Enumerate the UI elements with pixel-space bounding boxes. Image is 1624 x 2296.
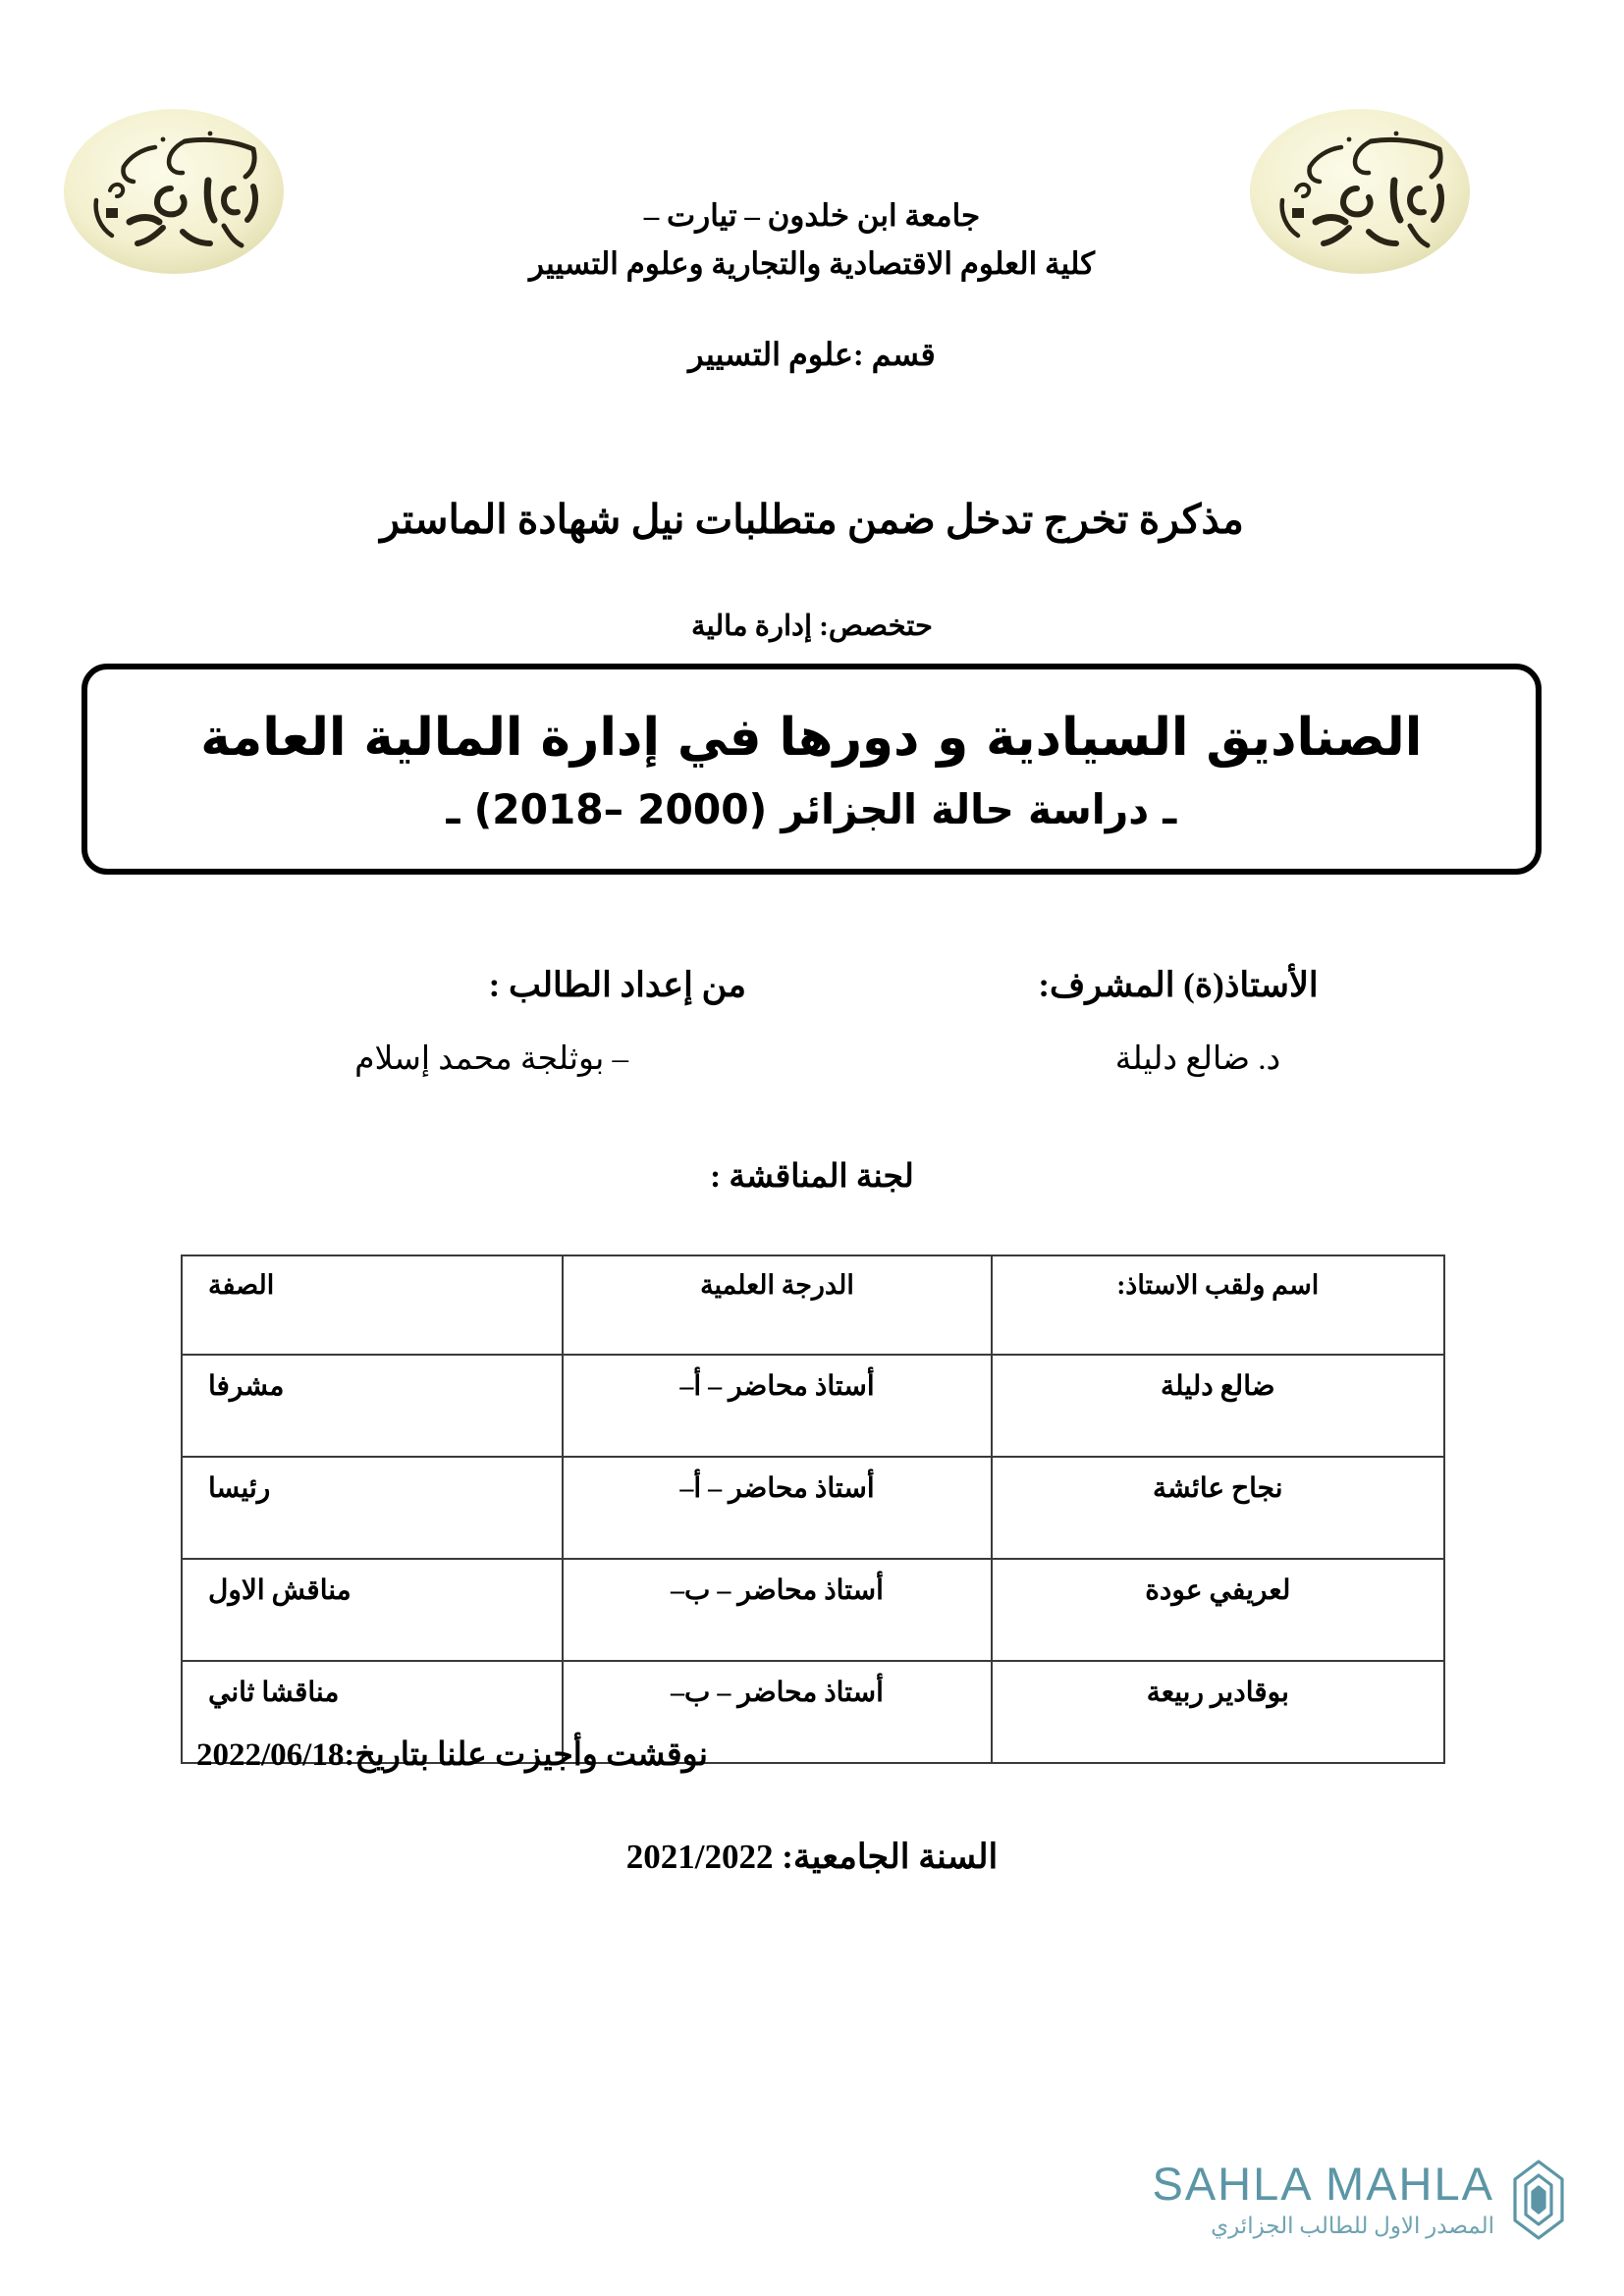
thesis-title-box [81, 664, 1542, 875]
header-academic-grade: الدرجة العلمية [563, 1255, 991, 1355]
table-header-row [182, 1255, 1444, 1355]
cell-professor-name: نجاح عائشة [992, 1457, 1444, 1559]
specialty-line: حتخصص: إدارة مالية [691, 611, 933, 642]
cell-capacity: رئيسا [182, 1457, 563, 1559]
memoire-statement: مذكرة تخرج تدخل ضمن متطلبات نيل شهادة الماستر [380, 497, 1244, 542]
jury-table [181, 1255, 1445, 1764]
sahla-mahla-logo-icon [1508, 2158, 1569, 2242]
cell-professor-name: لعريفي عودة [992, 1559, 1444, 1661]
watermark-subtitle: المصدر الاول للطالب الجزائري [1211, 2214, 1494, 2238]
cell-academic-grade: أستاذ محاضر – أ– [563, 1457, 991, 1559]
student-name: – بوثلجة محمد إسلام [354, 1041, 628, 1077]
cell-academic-grade: أستاذ محاضر – ب– [563, 1559, 991, 1661]
cell-capacity: مناقش الاول [182, 1559, 563, 1661]
student-block [118, 967, 746, 1078]
committee-label: لجنة المناقشة : [710, 1159, 914, 1195]
student-label: من إعداد الطالب : [488, 966, 746, 1004]
table-row [182, 1457, 1444, 1559]
header-professor-name: اسم ولقب الاستاذ: [992, 1255, 1444, 1355]
watermark-title: SAHLA MAHLA [1152, 2158, 1494, 2210]
header-capacity: الصفة [182, 1255, 563, 1355]
supervisor-block [884, 967, 1512, 1078]
thesis-title: الصناديق السيادية و دورها في إدارة المالية العامة [200, 707, 1423, 768]
cell-capacity: مناقشا ثاني [182, 1661, 563, 1763]
table-row [182, 1559, 1444, 1661]
cell-professor-name: ضالع دليلة [992, 1355, 1444, 1457]
cell-academic-grade: أستاذ محاضر – ب– [563, 1661, 991, 1763]
thesis-subtitle: ـ دراسة حالة الجزائر (2000 –2018) ـ [446, 784, 1177, 833]
cell-academic-grade: أستاذ محاضر – أ– [563, 1355, 991, 1457]
author-supervisor-row [118, 967, 1512, 1078]
institution-header [295, 192, 1329, 373]
supervisor-name: د. ضالع دليلة [1114, 1041, 1281, 1077]
department-name: قسم :علوم التسيير [688, 336, 936, 372]
sahla-mahla-watermark [1108, 2136, 1569, 2264]
faculty-name: كلية العلوم الاقتصادية والتجارية وعلوم التسيير [529, 245, 1095, 281]
cell-capacity: مشرفا [182, 1355, 563, 1457]
university-name: جامعة ابن خلدون – تيارت – [643, 198, 981, 233]
university-logo-left [61, 106, 287, 278]
academic-year: السنة الجامعية: 2021/2022 [625, 1838, 999, 1876]
supervisor-label: الأستاذ(ة) المشرف: [1038, 966, 1319, 1004]
cell-professor-name: بوقادير ربيعة [992, 1661, 1444, 1763]
defense-date: نوقشت وأجيزت علنا بتاريخ:2022/06/18 [196, 1737, 708, 1773]
watermark-text [1152, 2158, 1494, 2239]
table-row [182, 1355, 1444, 1457]
